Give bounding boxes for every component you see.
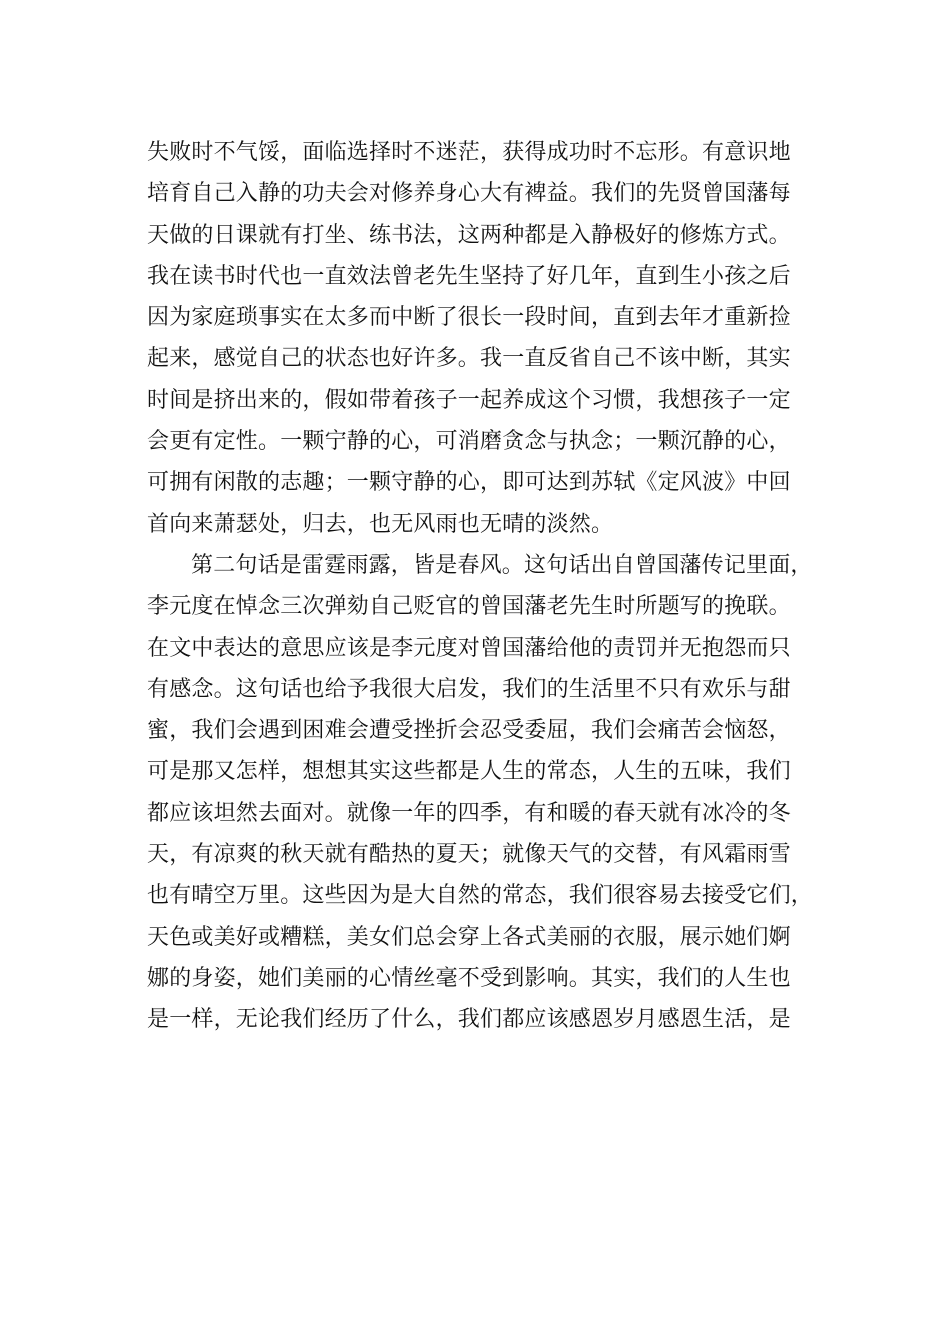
text-line: 会更有定性。一颗宁静的心，可消磨贪念与执念；一颗沉静的心，	[147, 429, 791, 455]
text-line: 因为家庭琐事实在太多而中断了很长一段时间，直到去年才重新捡	[147, 305, 791, 331]
text-line: 天色或美好或糟糕，美女们总会穿上各式美丽的衣服，展示她们婀	[147, 924, 791, 950]
text-line: 首向来萧瑟处，归去，也无风雨也无晴的淡然。	[147, 511, 614, 537]
text-line: 娜的身姿，她们美丽的心情丝毫不受到影响。其实，我们的人生也	[147, 965, 791, 991]
text-line: 我在读书时代也一直效法曾老先生坚持了好几年，直到生小孩之后	[147, 263, 791, 289]
text-line: 是一样，无论我们经历了什么，我们都应该感恩岁月感恩生活，是	[147, 1007, 791, 1033]
text-line: 培育自己入静的功夫会对修养身心大有裨益。我们的先贤曾国藩每	[147, 181, 791, 207]
text-line: 天做的日课就有打坐、练书法，这两种都是入静极好的修炼方式。	[147, 222, 791, 248]
text-line: 在文中表达的意思应该是李元度对曾国藩给他的责罚并无抱怨而只	[147, 635, 791, 661]
text-line: 失败时不气馁，面临选择时不迷茫，获得成功时不忘形。有意识地	[147, 140, 791, 165]
text-line: 可是那又怎样，想想其实这些都是人生的常态，人生的五味，我们	[147, 759, 791, 785]
text-line: 也有晴空万里。这些因为是大自然的常态，我们很容易去接受它们，	[147, 883, 814, 909]
text-line: 李元度在悼念三次弹劾自己贬官的曾国藩老先生时所题写的挽联。	[147, 594, 791, 620]
text-line: 天，有凉爽的秋天就有酷热的夏天；就像天气的交替，有风霜雨雪	[147, 842, 791, 868]
paragraph-start-line: 第二句话是雷霆雨露，皆是春风。这句话出自曾国藩传记里面，	[191, 552, 813, 578]
text-line: 都应该坦然去面对。就像一年的四季，有和暖的春天就有冰冷的冬	[147, 800, 791, 826]
text-line: 可拥有闲散的志趣；一颗守静的心，即可达到苏轼《定风波》中回	[147, 470, 791, 496]
text-line: 有感念。这句话也给予我很大启发，我们的生活里不只有欢乐与甜	[147, 676, 791, 702]
text-line: 起来，感觉自己的状态也好许多。我一直反省自己不该中断，其实	[147, 346, 791, 372]
text-line: 蜜，我们会遇到困难会遭受挫折会忍受委屈，我们会痛苦会恼怒，	[147, 718, 791, 744]
body-text	[147, 132, 827, 1041]
text-line: 时间是挤出来的，假如带着孩子一起养成这个习惯，我想孩子一定	[147, 387, 791, 413]
